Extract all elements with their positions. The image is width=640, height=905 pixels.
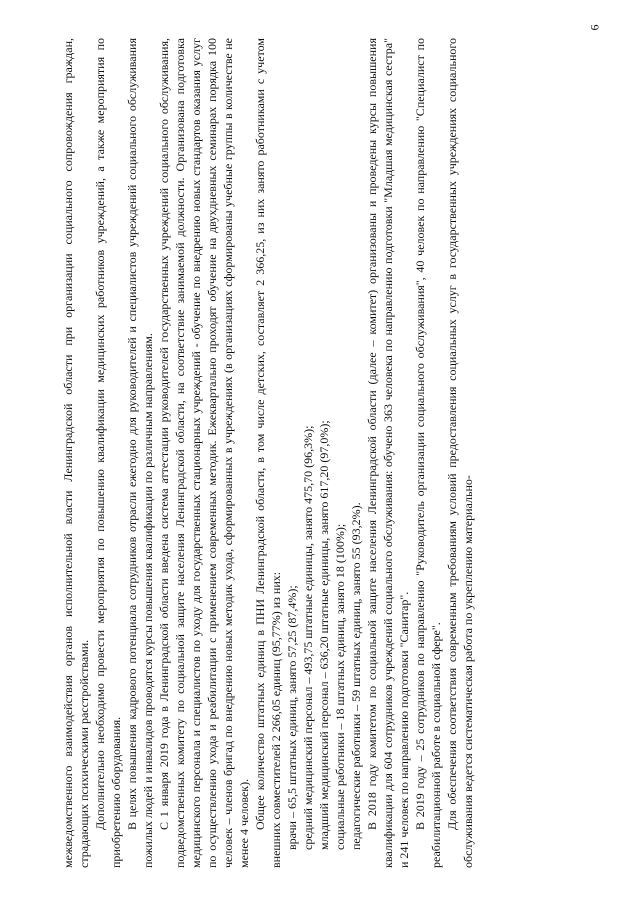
list-item: врачи – 65,5 штатных единиц, занято 57,25 (87,4%); — [285, 585, 299, 850]
rotated-text-block — [60, 38, 620, 868]
paragraph: В 2019 году – 25 сотрудников по направлению "Руководитель организации социального обслуживания", 40 человек по направлению "Специалист по реабилитационной работе в социальной сфере". — [413, 38, 443, 868]
list-item: педагогические работники – 59 штатных единиц, занято 55 (93,2%). — [349, 502, 363, 850]
list-item: младший медицинский персонал – 636,20 штатные единицы, занято 617,20 (97,0%); — [317, 420, 331, 850]
paragraph: межведомственного взаимодействия органов исполнительной власти Ленинградской области при организации социального сопровождения граждан, страдающих психическими расстройствами. — [61, 38, 91, 868]
paragraph: Дополнительно необходимо провести мероприятия по повышению квалификации медицинских работников учреждений, а также мероприятия по приобретению оборудования. — [93, 38, 123, 868]
page-number: 6 — [587, 24, 602, 31]
paragraph: Для обеспечения соответствия современным требованиям условий предоставления социальных услуг в государственных учреждениях социального обслуживания ведется систематическая работа по укреплению материально- — [445, 38, 475, 868]
list-item: средний медицинский персонал – 493,75 штатные единицы, занято 475,70 (96,3%); — [301, 425, 315, 850]
paragraph: С 1 января 2019 года в Ленинградской области введена система аттестации руководителей государственных учреждений социального обслуживания, подведомственных комитету по социальной защите населения Ленинградской области, на соответствие занимаемой должности. Организована подготовка медицинского персонала и специалистов по уходу для государственных стационарных учреждений - обучение по внедрению новых стандартов оказания услуг по осуществлению ухода и реабилитации с применением современных методик. Ежеквартально проходят обучение на двухдневных семинарах порядка 100 человек – членов бригад по внедрению новых методик ухода, сформированных в учреждениях (в организациях сформированы учебные группы в количестве не менее 4 человек). — [157, 38, 251, 868]
list-item: социальные работники – 18 штатных единиц, занято 18 (100%); — [333, 523, 347, 850]
paragraph: В целях повышения кадрового потенциала сотрудников отрасли ежегодно для руководителей и специалистов учреждений социального обслуживания пожилых людей и инвалидов проводятся курсы повышения квалификации по различным направлениям. — [125, 38, 155, 868]
paragraph: В 2018 году комитетом по социальной защите населения Ленинградской области (далее – комитет) организованы и проведены курсы повышения квалификации для 604 сотрудников учреждений социального обслуживания: обучено 363 человека по направлению подготовки "Младшая медицинская сестра" и 241 человек по направлению подготовки "Санитар". — [365, 38, 411, 868]
paragraph: Общее количество штатных единиц в ПНИ Ленинградской области, в том числе детских, составляет 2 366,25, из них занято работниками с учетом внешних совместителей 2 266,05 единиц (95,77%) из них: — [253, 38, 283, 868]
